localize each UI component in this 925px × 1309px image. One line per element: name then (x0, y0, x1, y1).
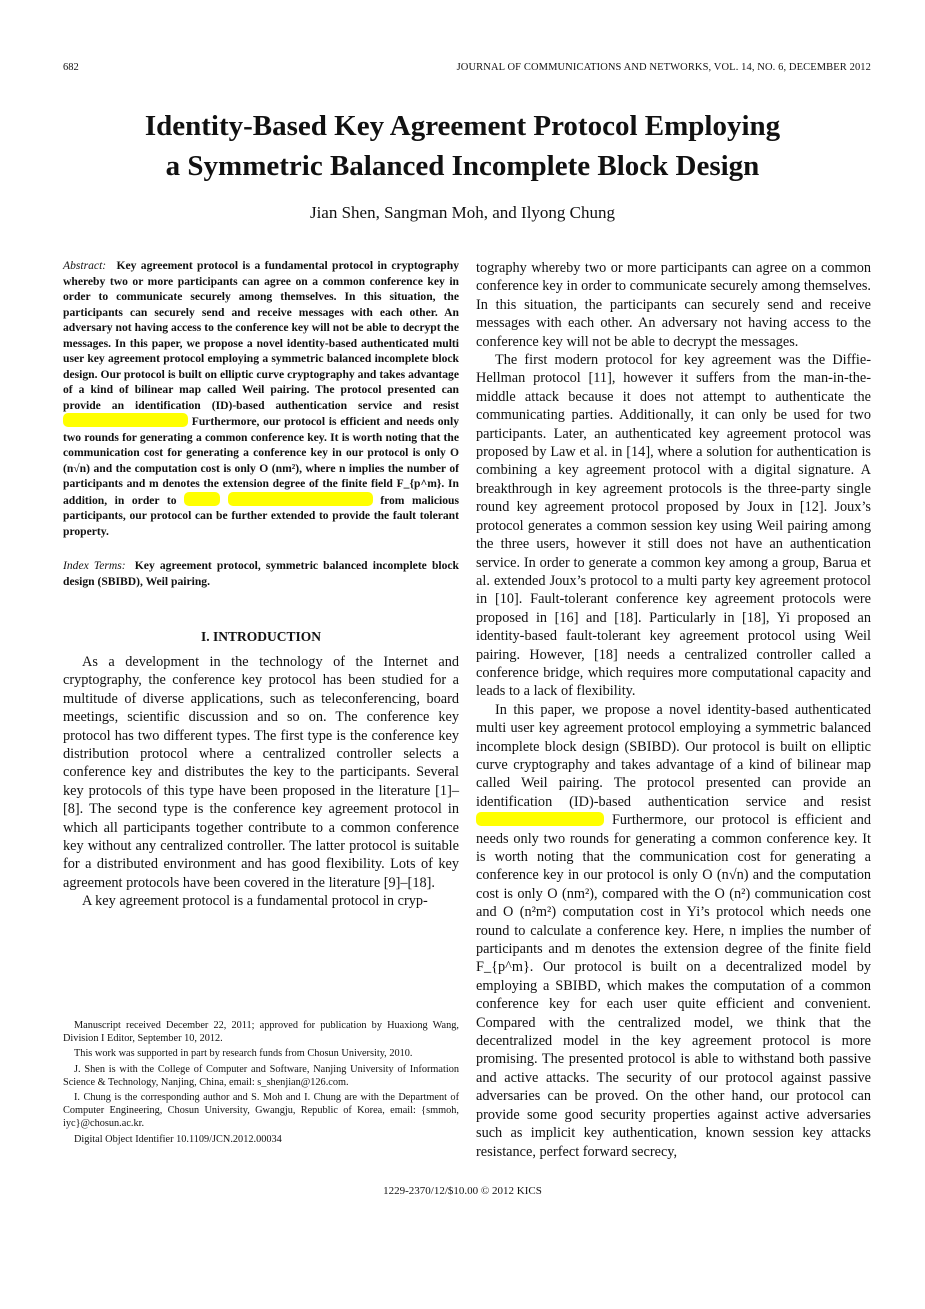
footnote: This work was supported in part by research funds from Chosun University, 2010. (74, 1048, 413, 1060)
abstract-text-1: Key agreement protocol is a fundamental protocol in cryptography whereby two or more participants can agree on a common conference key in order to communicate securely among themselves. In this situation, the participants can securely send and receive messages with each other. An adversary not having access to the conference key will not be able to decrypt the messages. In this paper, we propose a novel identity-based authenticated multi user key agreement protocol employing a symmetric balanced incomplete block design. Our protocol is built on elliptic curve cryptography and takes advantage of a kind of bilinear map called Weil pairing. The protocol presented can provide an identification (ID)-based authentication service and resist (63, 259, 460, 412)
footnotes (63, 1019, 459, 1148)
journal-name: JOURNAL OF COMMUNICATIONS AND NETWORKS, VOL. 14, NO. 6, DECEMBER 2012 (456, 62, 871, 73)
abstract-label: Abstract: (63, 259, 107, 272)
paragraph: The first modern protocol for key agreement was the Diffie-Hellman protocol [11], however it suffers from the man-in-the-middle attack because it does not attempt to authenticate the communicating parties. Additionally, it can only be used for two participants. Later, an authenticated key agreement protocol was proposed by Law et al. in [14], where a solution for authentication is combining a key agreement protocol with a digital signature. A breakthrough in key agreement protocols is the three-party single round key agreement protocol proposed by Joux in [12]. Joux’s protocol generates a common session key using Weil pairing among the three users, however it still does not have an authentication service. In order to generate a common key among a group, Barua et al. extended Joux’s protocol to a multi party key agreement protocol in [10]. Fault-tolerant conference key agreement protocols were proposed in [16] and [18]. Particularly in [18], Yi proposed an identity-based fault-tolerant key agreement protocol using Weil pairing. However, [18] needs a centralized controller called a conference bridge, which requires more computational capacity and leads to a lack of flexibility. (476, 352, 871, 700)
paragraph: As a development in the technology of the Internet and cryptography, the conference key protocol has been studied for a multitude of diverse applications, such as teleconferencing, board meetings, scientific discussion and so on. The conference key protocol has two different types. The first type is the conference key distribution protocol where a centralized controller selects a conference key and distributes the key to the participants. Several key protocols of this type have been proposed in the literature [1]–[8]. The second type is the conference key agreement protocol in which all participants together contribute to a common conference key without any centralized controller. The latter protocol is suitable for a distributed environment and has good flexibility. Lots of key agreement protocols have been covered in the literature [9]–[18]. (63, 654, 459, 891)
paragraph-text: Furthermore, our protocol is efficient and needs only two rounds for generating a common conference key. It is worth noting that the communication cost for generating a conference key in our protocol is only O (n√n) and the computation cost is only O (nm²), compared with the O (n²) communication cost and O (n²m²) computation cost in Yi’s protocol which needs one round to calculate a conference key. Here, n implies the number of participants and m denotes the extension degree of the finite field F_{p^m}. Our protocol is built on a decentralized model by employing a SBIBD, which makes the computation of a common conference key for each user quite efficient and convenient. Compared with the centralized model, we think that the decentralized model in the key agreement protocol is more promising. The presented protocol is able to withstand both passive and active attacks. The security of our protocol against passive adversaries can be proved. On the other hand, our protocol can provide some good security properties against active adversaries such as implicit key authentication, known session key attacks resistance, perfect forward secrecy, (476, 812, 871, 1160)
paragraph: tography whereby two or more participants can agree on a common conference key in order to communicate securely among themselves. In this situation, the participants can securely send and receive messages with each other. An adversary not having access to the conference key will not be able to decrypt the messages. (476, 260, 871, 350)
title-line-1: Identity-Based Key Agreement Protocol Employing (144, 110, 781, 142)
footnote: I. Chung is the corresponding author and S. Moh and I. Chung are with the Department of Computer Engineering, Chosun University, Gwangju, Republic of Korea, email: {smmoh, iyc}@chosun.ac.kr. (63, 1092, 459, 1130)
highlight-redaction (184, 492, 220, 506)
footnote: Manuscript received December 22, 2011; approved for publication by Huaxiong Wang, Division I Editor, September 10, 2012. (63, 1020, 459, 1045)
right-column (476, 259, 871, 1161)
index-terms (63, 558, 459, 589)
abstract-text-2: Furthermore, our protocol is efficient and needs only two rounds for generating a common conference key. It is worth noting that the communication cost for generating a conference key in our protocol is only O (n√n) and the computation cost is only O (nm²), where n implies the number of participants and m denotes the extension degree of the finite field F_{p^m}. In addition, in order to (63, 415, 459, 507)
index-terms-text: Key agreement protocol, symmetric balanced incomplete block design (SBIBD), Weil pairing. (63, 559, 460, 588)
intro-left-text (63, 653, 459, 911)
paragraph-text: In this paper, we propose a novel identity-based authenticated multi user key agreement protocol employing a symmetric balanced incomplete block design (SBIBD). Our protocol is built on elliptic curve cryptography and takes advantage of a kind of bilinear map called Weil pairing. The protocol presented can provide an identification (ID)-based authentication service and resist (476, 701, 871, 810)
copyright-footer: 1229-2370/12/$10.00 © 2012 KICS (383, 1185, 542, 1197)
paragraph: A key agreement protocol is a fundamental protocol in cryp- (82, 893, 428, 910)
highlight-redaction (63, 413, 188, 427)
footnote: Digital Object Identifier 10.1109/JCN.2012.00034 (74, 1133, 282, 1145)
footnote: J. Shen is with the College of Computer and Software, Nanjing University of Information Science & Technology, Nanjing, China, email: s_shenjian@126.com. (63, 1063, 459, 1088)
highlight-redaction (476, 812, 604, 826)
title-line-2: a Symmetric Balanced Incomplete Block Design (165, 150, 760, 182)
abstract (63, 258, 459, 539)
author-list: Jian Shen, Sangman Moh, and Ilyong Chung (309, 203, 616, 222)
paper-title (40, 106, 885, 186)
index-terms-label: Index Terms: (63, 559, 126, 572)
page-number: 682 (63, 62, 79, 73)
left-column (63, 258, 459, 911)
abstract-text-3: from malicious participants, our protocol can be further extended to provide the fault tolerant property. (63, 493, 460, 538)
highlight-redaction (228, 492, 373, 506)
paragraph (476, 701, 871, 1161)
section-heading: I. INTRODUCTION (200, 629, 322, 644)
